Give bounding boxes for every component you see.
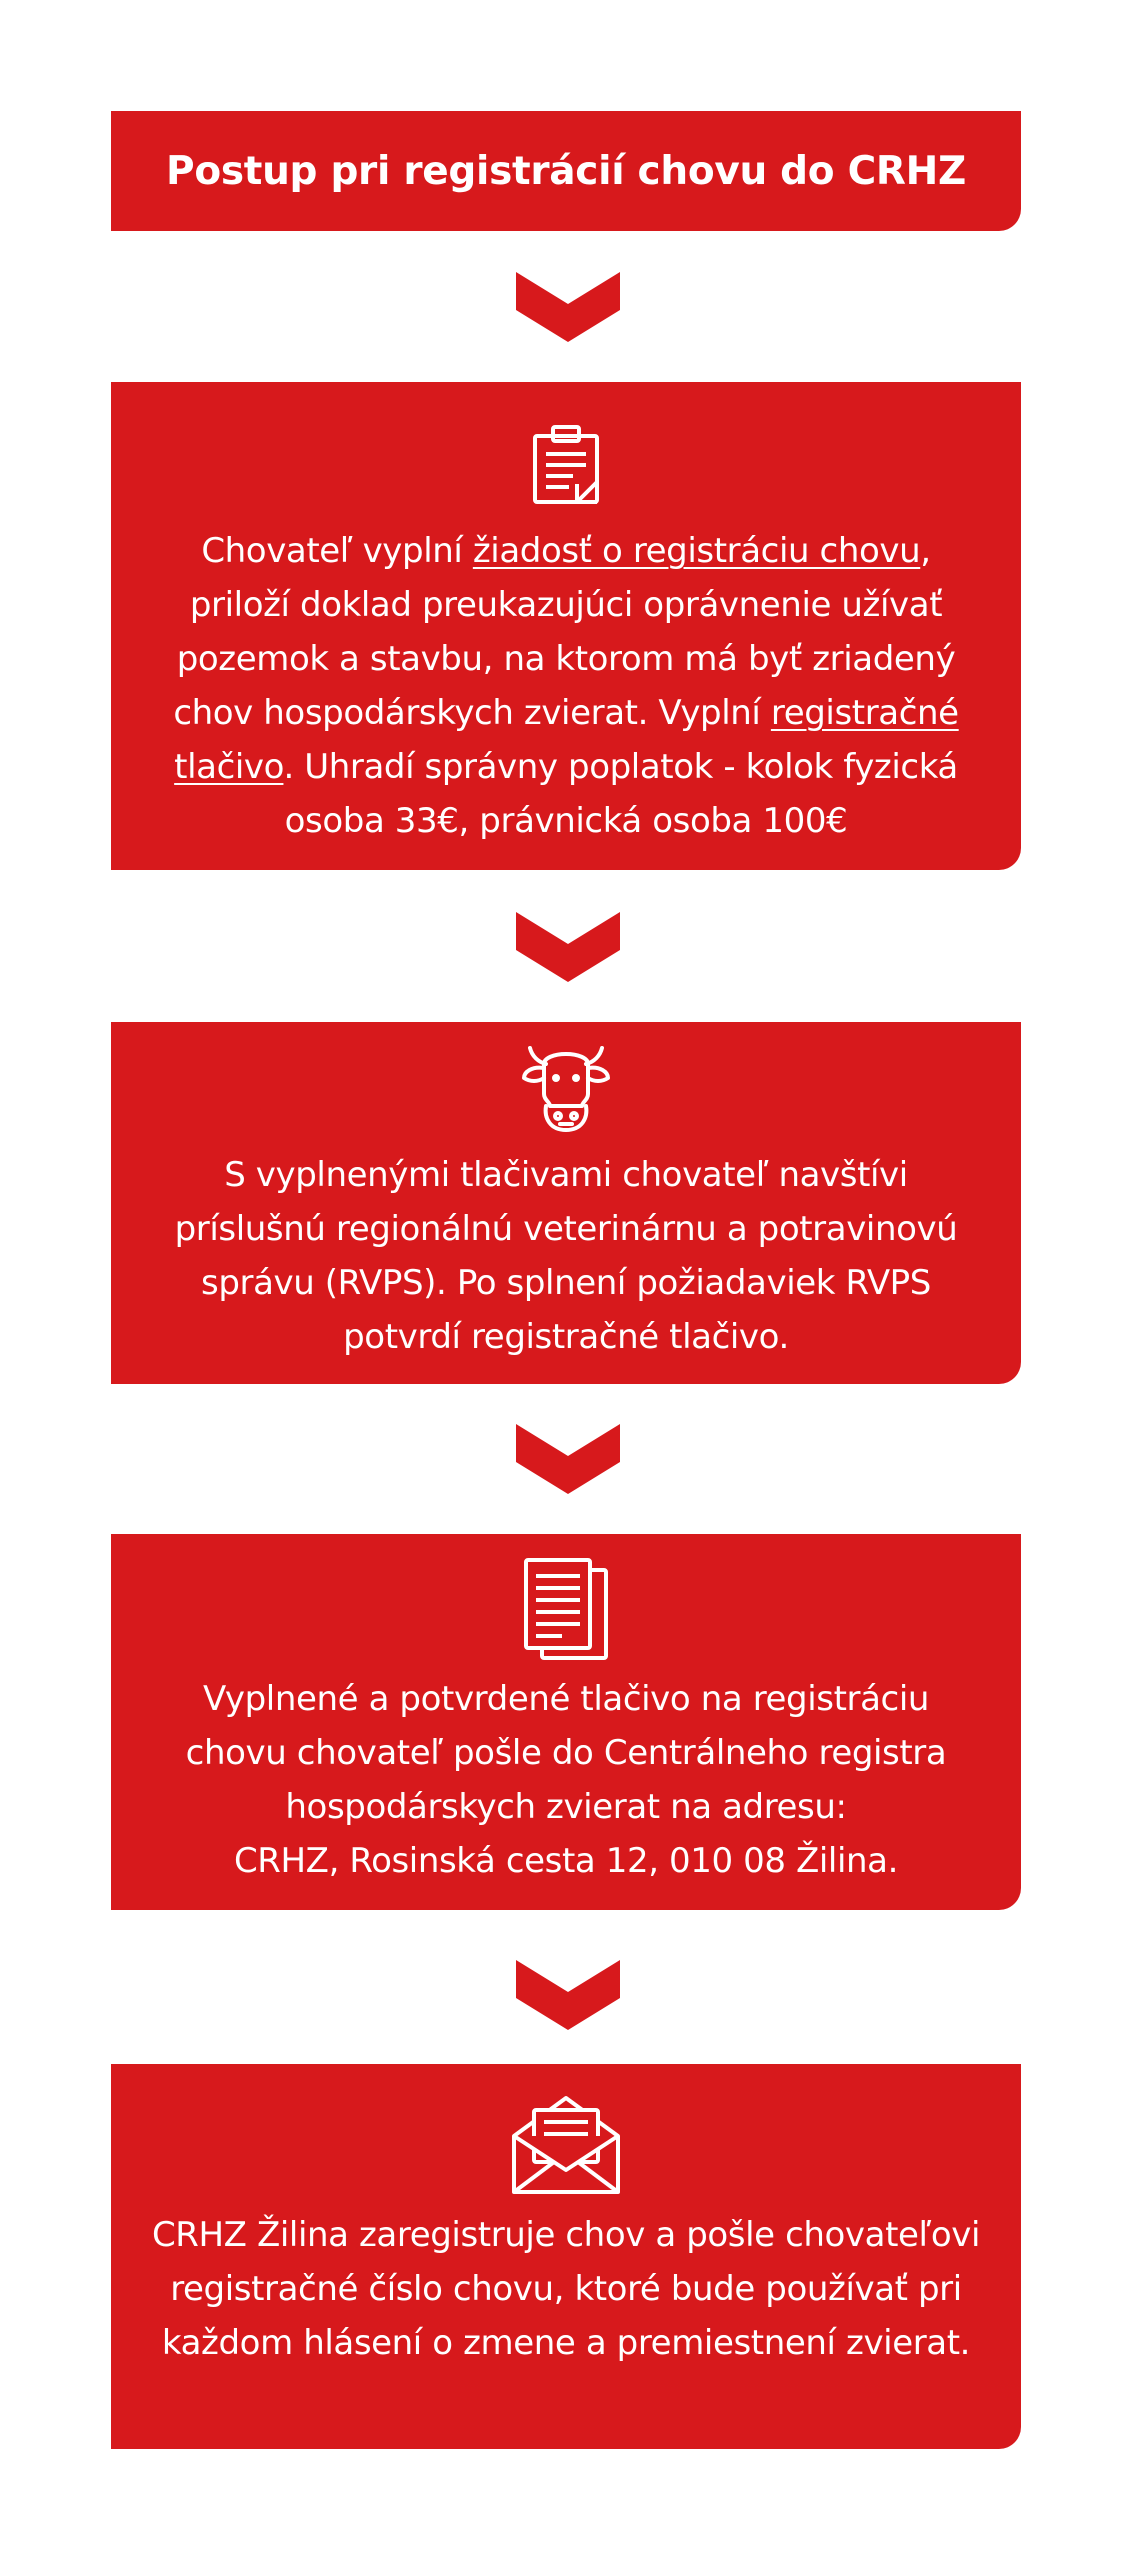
envelope-icon xyxy=(510,2092,622,2198)
step-1-text-part: . Uhradí správny poplatok - kolok fyzická osoba 33€, právnická osoba 100€ xyxy=(283,747,958,841)
step-2-text: S vyplnenými tlačivami chovateľ navštívi príslušnú regionálnú veterinárnu a potravinovú správu (RVPS). Po splnení požiadaviek RVPS potvrdí registračné tlačivo. xyxy=(174,1155,958,1357)
step-4-text: CRHZ Žilina zaregistruje chov a pošle chovateľovi registračné číslo chovu, ktoré bude používať pri každom hlásení o zmene a premiestnení zvierat. xyxy=(151,2215,981,2363)
registration-form-link[interactable]: registračné tlačivo xyxy=(174,693,959,787)
chevron-down-icon xyxy=(516,1960,620,2030)
step-1-box xyxy=(111,382,1021,870)
step-3-address: CRHZ, Rosinská cesta 12, 010 08 Žilina. xyxy=(233,1841,899,1881)
step-3-text xyxy=(151,1672,981,1888)
clipboard-icon xyxy=(531,424,601,506)
step-2-box xyxy=(111,1022,1021,1384)
step-1-text-part: , priloží doklad preukazujúci oprávnenie užívať pozemok a stavbu, na ktorom má byť zriadený chov hospodárskych zvierat. Vyplní xyxy=(173,531,956,733)
step-1-text xyxy=(151,524,981,848)
chevron-down-icon xyxy=(516,1424,620,1494)
chevron-down-icon xyxy=(516,272,620,342)
application-form-link[interactable]: žiadosť o registráciu chovu xyxy=(472,531,921,571)
chevron-down-icon xyxy=(516,912,620,982)
title-box xyxy=(111,111,1021,231)
step-3-line: Vyplnené a potvrdené tlačivo na registráciu chovu chovateľ pošle do Centrálneho registra hospodárskych zvierat na adresu: xyxy=(185,1679,947,1827)
step-1-text-part: Chovateľ vyplní xyxy=(201,531,473,571)
step-4-box xyxy=(111,2064,1021,2449)
cow-icon xyxy=(520,1044,612,1136)
documents-icon xyxy=(522,1556,610,1662)
page-title: Postup pri registrácií chovu do CRHZ xyxy=(166,148,966,194)
step-3-box xyxy=(111,1534,1021,1910)
